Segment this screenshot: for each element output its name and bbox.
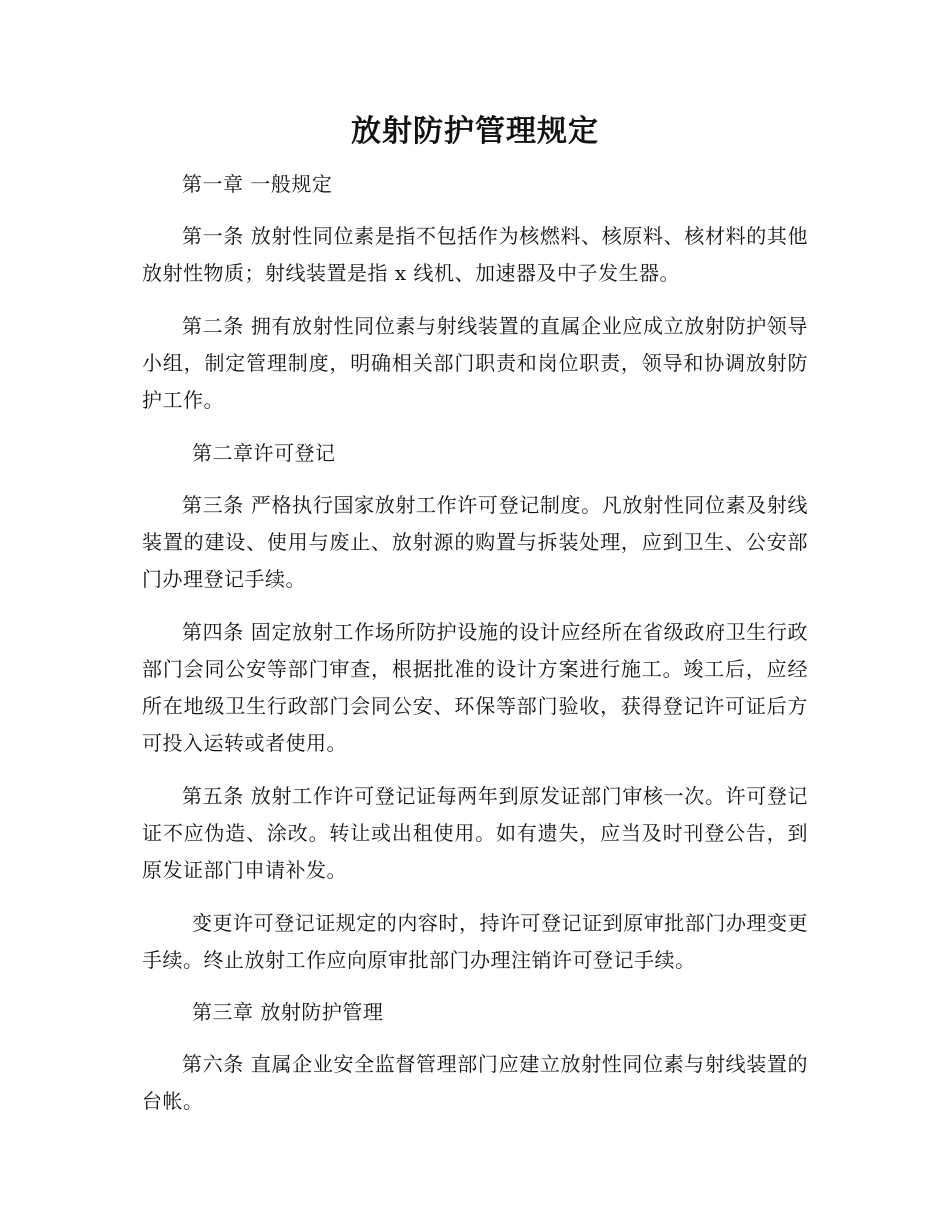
article-1: 第一条 放射性同位素是指不包括作为核燃料、核原料、核材料的其他放射性物质；射线装置是指 x 线机、加速器及中子发生器。: [142, 224, 808, 285]
chapter-heading-1: 第一章 一般规定: [182, 172, 333, 196]
document-body: [142, 166, 808, 1136]
article-5: 第五条 放射工作许可登记证每两年到原发证部门审核一次。许可登记证不应伪造、涂改。转让或出租使用。如有遗失，应当及时刊登公告，到原发证部门申请补发。: [142, 784, 808, 882]
article-2: 第二条 拥有放射性同位素与射线装置的直属企业应成立放射防护领导小组，制定管理制度，明确相关部门职责和岗位职责，领导和协调放射防护工作。: [142, 314, 808, 412]
article-5-continued: 变更许可登记证规定的内容时，持许可登记证到原审批部门办理变更手续。终止放射工作应向原审批部门办理注销许可登记手续。: [142, 911, 808, 972]
article-3: 第三条 严格执行国家放射工作许可登记制度。凡放射性同位素及射线装置的建设、使用与废止、放射源的购置与拆装处理，应到卫生、公安部门办理登记手续。: [142, 493, 808, 591]
document-title: 放射防护管理规定: [351, 114, 599, 149]
chapter-heading-3: 第三章 放射防护管理: [192, 1000, 384, 1024]
article-6: 第六条 直属企业安全监督管理部门应建立放射性同位素与射线装置的台帐。: [142, 1052, 808, 1113]
article-4: 第四条 固定放射工作场所防护设施的设计应经所在省级政府卫生行政部门会同公安等部门审查，根据批准的设计方案进行施工。竣工后，应经所在地级卫生行政部门会同公安、环保等部门验收，获得登记许可证后方可投入运转或者使用。: [142, 620, 808, 755]
chapter-heading-2: 第二章许可登记: [192, 441, 336, 465]
